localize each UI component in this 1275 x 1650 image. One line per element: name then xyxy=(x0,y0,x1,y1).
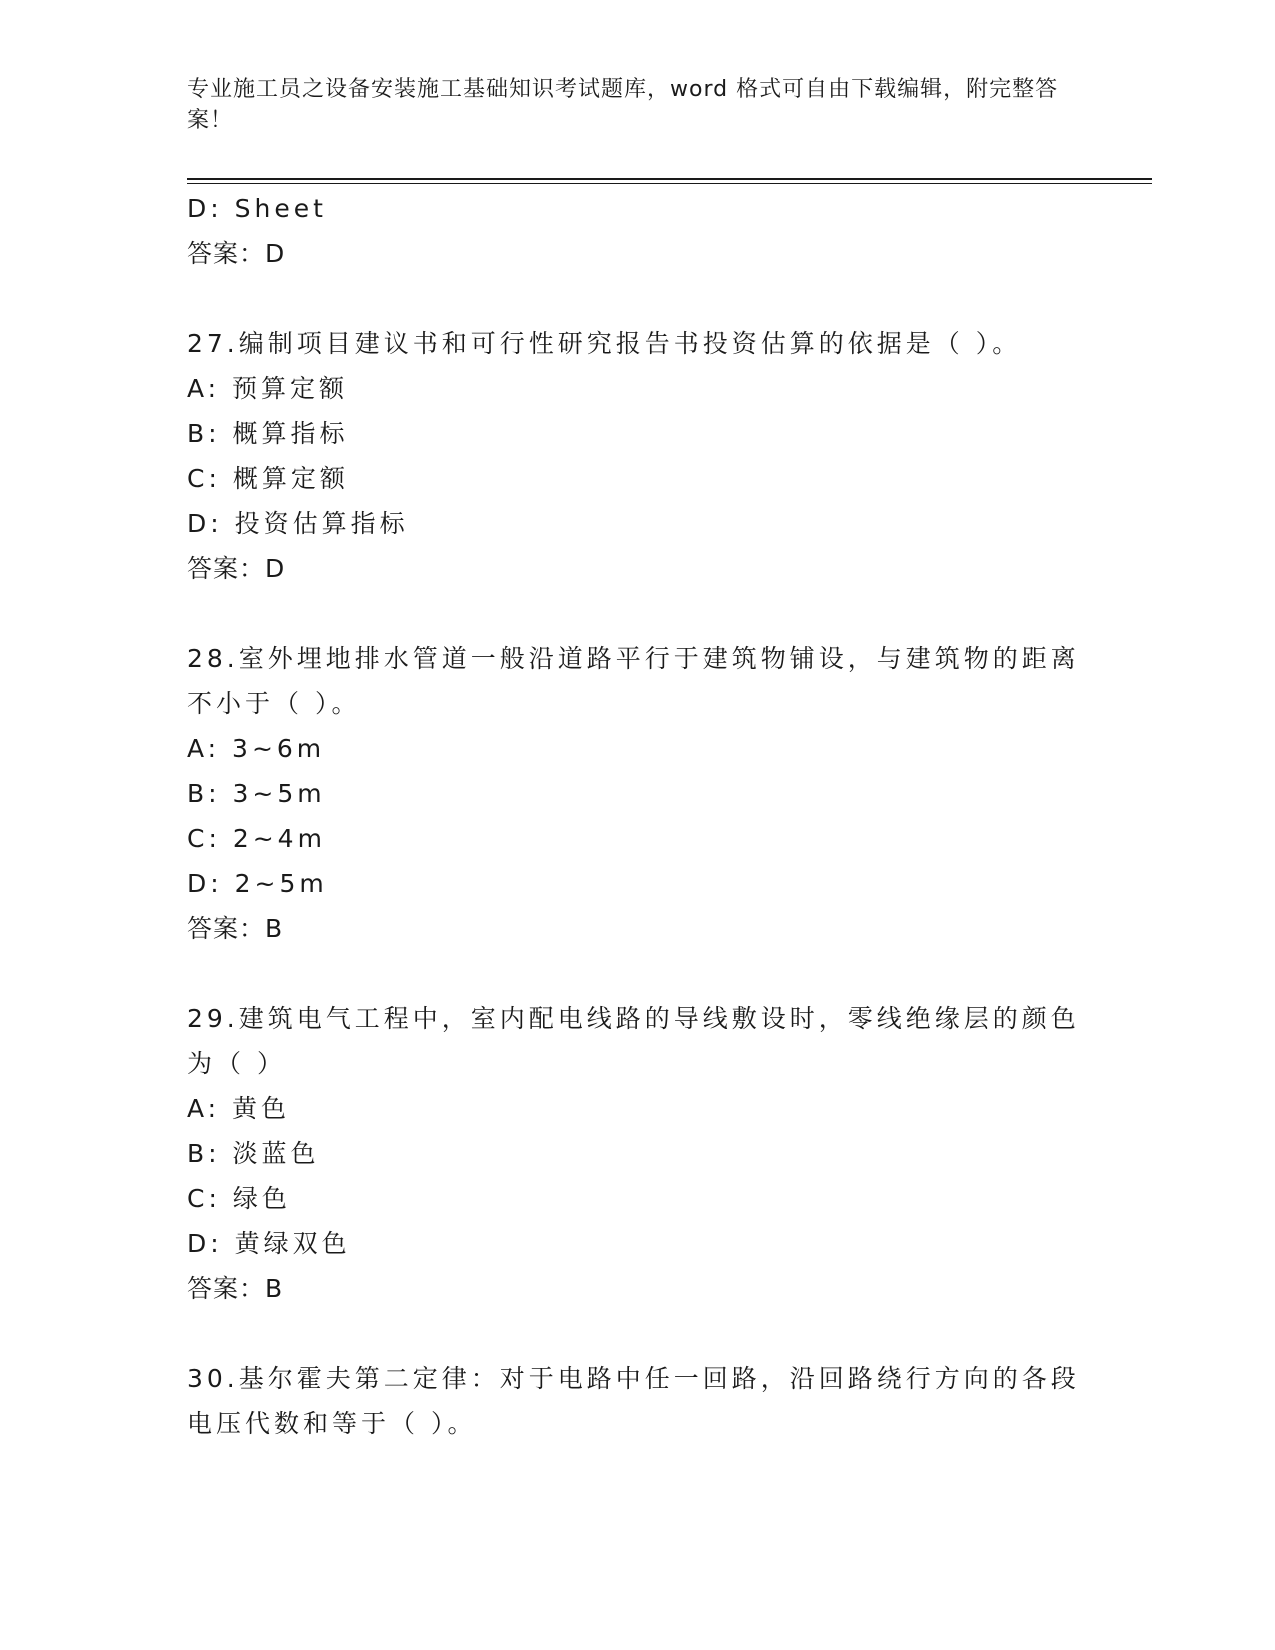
q27-option-c: C: 概算定额 xyxy=(187,464,349,493)
q27-answer: 答案：D xyxy=(187,554,286,583)
q28-option-d: D: 2~5m xyxy=(187,869,328,898)
q27-option-a: A: 预算定额 xyxy=(187,374,349,403)
q27-stem: 27.编制项目建议书和可行性研究报告书投资估算的依据是（ ）。 xyxy=(187,329,1022,358)
q29-option-b: B: 淡蓝色 xyxy=(187,1139,320,1168)
q29-option-a: A: 黄色 xyxy=(187,1094,291,1123)
q28-option-c: C: 2~4m xyxy=(187,824,326,853)
q29-stem-line1: 29.建筑电气工程中，室内配电线路的导线敷设时，零线绝缘层的颜色 xyxy=(187,1004,1080,1033)
q27-option-b: B: 概算指标 xyxy=(187,419,349,448)
q28-stem-line2: 不小于（ ）。 xyxy=(187,689,361,718)
q28-option-b: B: 3~5m xyxy=(187,779,326,808)
q28-stem-line1: 28.室外埋地排水管道一般沿道路平行于建筑物铺设，与建筑物的距离 xyxy=(187,644,1080,673)
q30-stem-line1: 30.基尔霍夫第二定律：对于电路中任一回路，沿回路绕行方向的各段 xyxy=(187,1364,1080,1393)
q29-stem-line2: 为（ ） xyxy=(187,1049,286,1078)
q29-option-d: D: 黄绿双色 xyxy=(187,1229,351,1258)
document-header: 专业施工员之设备安装施工基础知识考试题库，word 格式可自由下载编辑，附完整答案！ xyxy=(187,77,1059,133)
q29-answer: 答案：B xyxy=(187,1274,284,1303)
q29-option-c: C: 绿色 xyxy=(187,1184,291,1213)
q28-answer: 答案：B xyxy=(187,914,284,943)
q26-option-d: D: Sheet xyxy=(187,194,327,223)
q27-option-d: D: 投资估算指标 xyxy=(187,509,409,538)
q26-answer: 答案：D xyxy=(187,239,286,268)
header-rule-thick xyxy=(187,178,1152,180)
header-rule-thin xyxy=(187,183,1152,184)
q28-option-a: A: 3~6m xyxy=(187,734,326,763)
q30-stem-line2: 电压代数和等于（ ）。 xyxy=(187,1409,477,1438)
